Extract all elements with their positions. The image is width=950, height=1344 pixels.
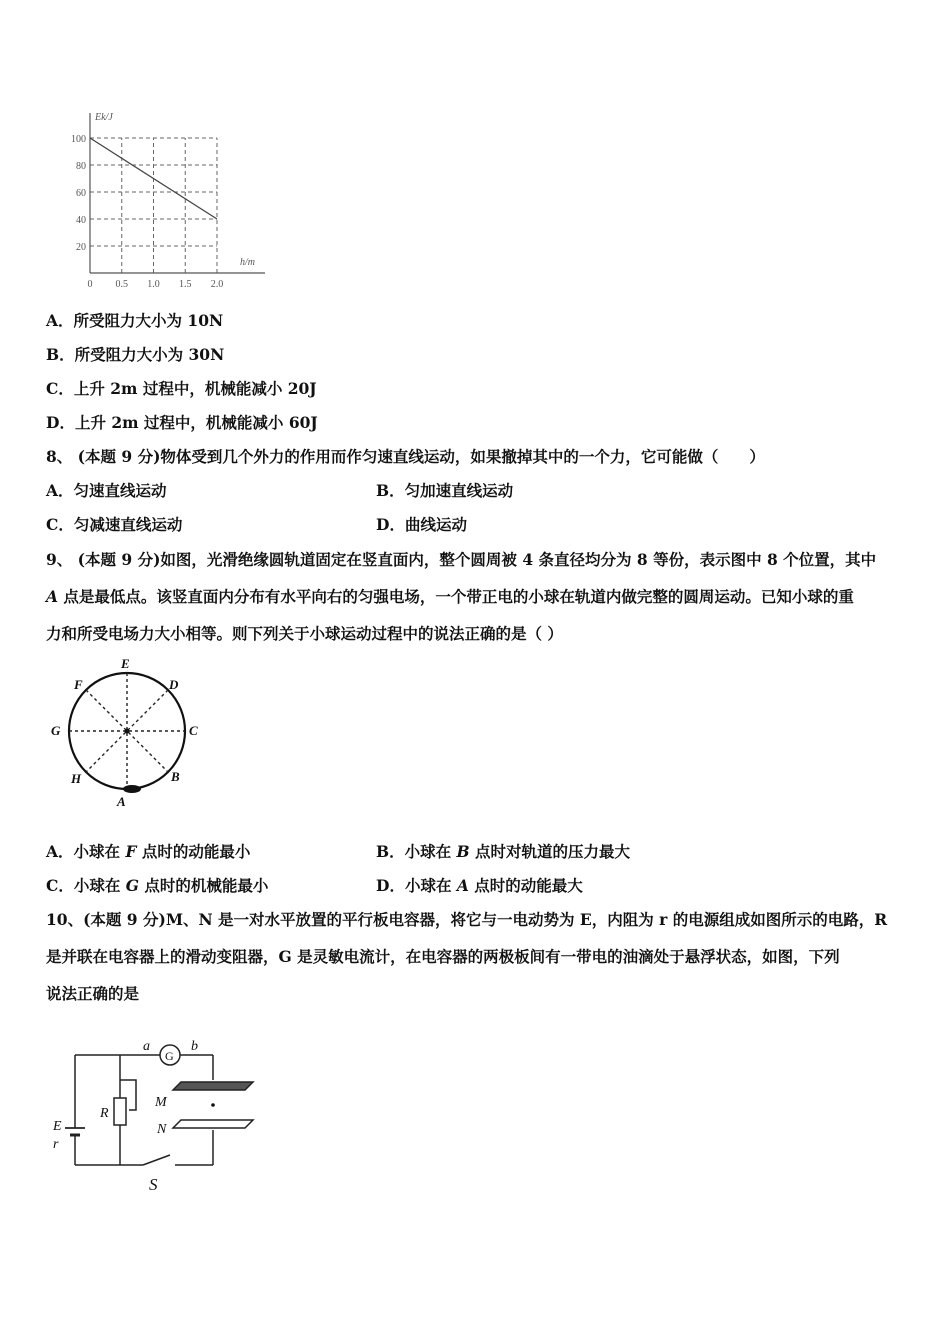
x-tick-label: 0.5 (115, 279, 128, 290)
rheostat-slider (120, 1080, 136, 1110)
label-e: E (53, 1119, 62, 1134)
q7-option-c[interactable]: C．上升 2m 过程中，机械能减小 20J (46, 379, 317, 398)
label-B: B (171, 769, 180, 784)
label-A: A (117, 794, 126, 809)
q9-stem-line-3: 力和所受电场力大小相等。则下列关于小球运动过程中的说法正确的是（ ） (46, 624, 563, 643)
center-point (125, 729, 130, 734)
y-tick-label: 100 (71, 134, 86, 145)
label-a: a (143, 1039, 150, 1054)
label-G: G (51, 723, 61, 738)
q9-point-a: A (46, 587, 59, 606)
y-tick-label: 60 (76, 188, 86, 199)
q8-option-c[interactable]: C．匀减速直线运动 (46, 515, 183, 534)
q7-option-b[interactable]: B．所受阻力大小为 30N (46, 345, 225, 364)
x-tick-label: 0 (87, 279, 93, 290)
plate-m (173, 1082, 253, 1090)
charged-ball (123, 785, 141, 793)
label-m: M (155, 1095, 167, 1110)
y-tick-label: 20 (76, 242, 86, 253)
label-s: S (149, 1175, 158, 1194)
q10-stem-line-1: 10、(本题 9 分)M、N 是一对水平放置的平行板电容器，将它与一电动势为 E，内阻为 r 的电源组成如图所示的电路，R (46, 910, 888, 929)
label-C: C (189, 723, 198, 738)
q9-option-a[interactable]: A．小球在 F 点时的动能最小 (46, 842, 251, 861)
q7-option-d[interactable]: D．上升 2m 过程中，机械能减小 60J (46, 413, 318, 432)
energy-height-chart (55, 105, 275, 295)
y-tick-label: 40 (76, 215, 86, 226)
q8-stem: 8、 (本题 9 分)物体受到几个外力的作用而作匀速直线运动，如果撤掉其中的一个力，它可能做（ ） (46, 447, 765, 466)
x-tick-label: 2.0 (210, 279, 224, 290)
y-axis-label: Ek/J (95, 112, 113, 123)
q10-stem-line-2: 是并联在电容器上的滑动变阻器，G 是灵敏电流计，在电容器的两极板间有一带电的油滴处于悬浮状态，如图，下列 (46, 947, 840, 966)
q9-option-b[interactable]: B．小球在 B 点时对轨道的压力最大 (376, 842, 631, 861)
q8-option-b[interactable]: B．匀加速直线运动 (376, 481, 514, 500)
q7-option-a[interactable]: A．所受阻力大小为 10N (46, 311, 224, 330)
y-tick-label: 80 (76, 161, 86, 172)
q10-stem-line-3: 说法正确的是 (46, 984, 140, 1003)
circular-track-diagram (45, 655, 210, 810)
label-r-internal: r (53, 1137, 59, 1152)
switch-blade (143, 1155, 170, 1165)
q9-stem-line-1: 9、 (本题 9 分)如图，光滑绝缘圆轨道固定在竖直面内，整个圆周被 4 条直径均分为 8 等份，表示图中 8 个位置，其中 (46, 550, 877, 569)
label-b: b (191, 1039, 198, 1054)
label-E: E (121, 656, 130, 671)
q8-option-a[interactable]: A．匀速直线运动 (46, 481, 167, 500)
q9-option-c[interactable]: C．小球在 G 点时的机械能最小 (46, 876, 269, 895)
plate-n (173, 1120, 253, 1128)
x-tick-label: 1.0 (147, 279, 160, 290)
chart-grid (90, 138, 217, 273)
label-D: D (169, 677, 179, 692)
label-n: N (157, 1122, 167, 1137)
label-H: H (71, 771, 82, 786)
label-g: G (165, 1049, 174, 1063)
q8-option-d[interactable]: D．曲线运动 (376, 515, 467, 534)
x-tick-label: 1.5 (179, 279, 192, 290)
q9-stem-line-2: A 点是最低点。该竖直面内分布有水平向右的匀强电场，一个带正电的小球在轨道内做完整的圆周运动。已知小球的重 (46, 587, 854, 606)
rheostat-body (114, 1098, 126, 1125)
label-F: F (74, 677, 83, 692)
q9-option-d[interactable]: D．小球在 A 点时的动能最大 (376, 876, 583, 895)
oil-drop (211, 1103, 215, 1107)
capacitor-circuit-diagram (45, 1030, 265, 1195)
label-r-rheostat: R (100, 1106, 109, 1121)
x-axis-label: h/m (240, 257, 255, 268)
